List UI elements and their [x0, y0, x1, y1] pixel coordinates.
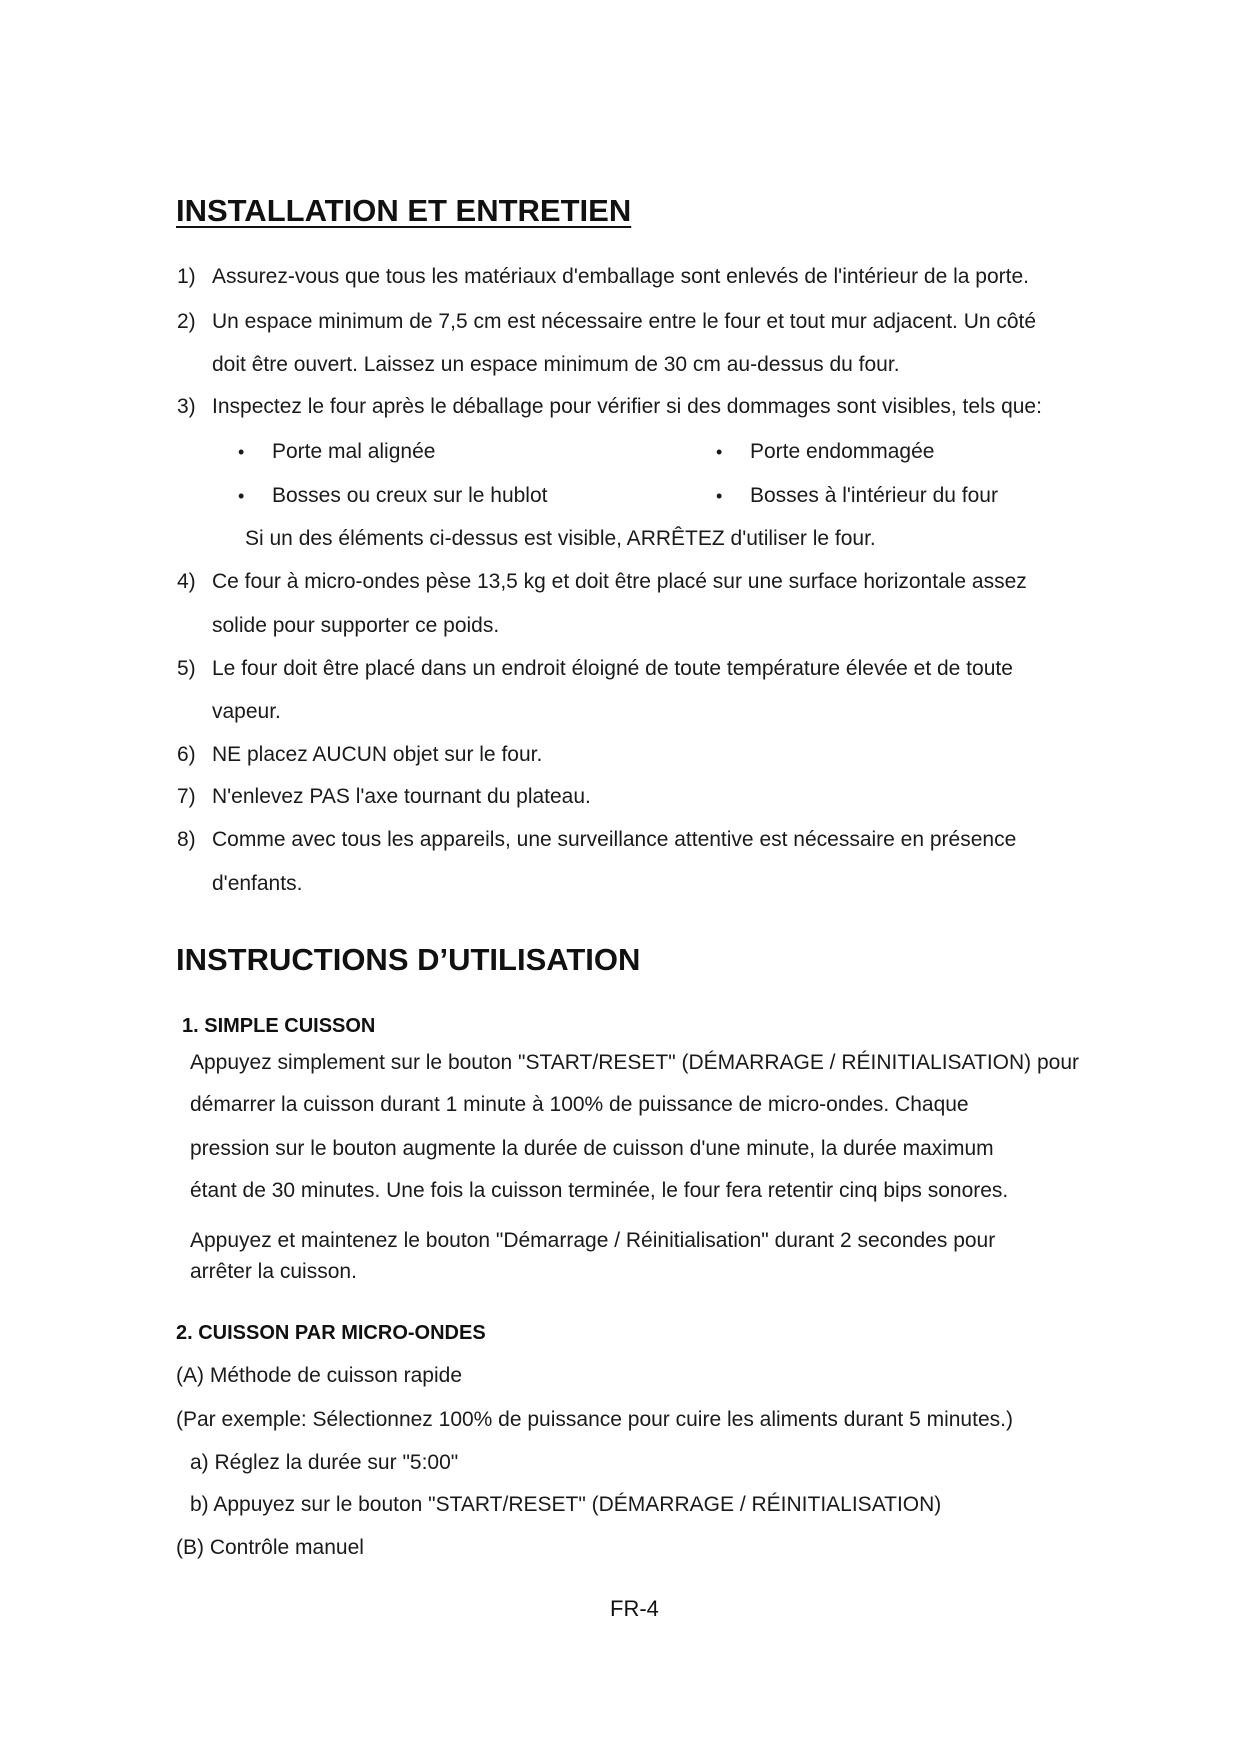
item-number-3: 3) [177, 395, 196, 418]
item-1-text: Assurez-vous que tous les matériaux d'emballage sont enlevés de l'intérieur de la porte. [212, 265, 1029, 288]
section-title-installation: INSTALLATION ET ENTRETIEN [176, 193, 632, 228]
item-number-8: 8) [177, 828, 196, 851]
item-number-6: 6) [177, 743, 196, 766]
subsection-title-simple-cuisson: 1. SIMPLE CUISSON [182, 1015, 376, 1037]
item-7-text: N'enlevez PAS l'axe tournant du plateau. [212, 785, 591, 808]
subsection-title-micro-ondes: 2. CUISSON PAR MICRO-ONDES [176, 1322, 486, 1344]
method-a-step-b: b) Appuyez sur le bouton "START/RESET" (DÉMARRAGE / RÉINITIALISATION) [190, 1493, 942, 1516]
bullet-icon: • [716, 486, 723, 506]
item-2-text-line-1: Un espace minimum de 7,5 cm est nécessaire entre le four et tout mur adjacent. Un côté [212, 310, 1037, 333]
page-number: FR-4 [610, 1596, 659, 1621]
item-8-text-line-1: Comme avec tous les appareils, une surveillance attentive est nécessaire en présence [212, 828, 1017, 851]
item-3-text: Inspectez le four après le déballage pour vérifier si des dommages sont visibles, tels que: [212, 395, 1042, 418]
simple-cuisson-line-1: Appuyez simplement sur le bouton "START/RESET" (DÉMARRAGE / RÉINITIALISATION) pour [190, 1051, 1080, 1074]
bullet-icon: • [238, 486, 245, 506]
item-number-1: 1) [177, 265, 196, 288]
bullet-icon: • [238, 442, 245, 462]
damage-item-2: Porte endommagée [750, 440, 935, 463]
damage-warning: Si un des éléments ci-dessus est visible, ARRÊTEZ d'utiliser le four. [245, 527, 876, 550]
simple-cuisson-line-2: démarrer la cuisson durant 1 minute à 100% de puissance de micro-ondes. Chaque [190, 1093, 969, 1116]
item-number-4: 4) [177, 570, 196, 593]
stop-instruction-line-2: arrêter la cuisson. [190, 1260, 357, 1283]
section-title-instructions: INSTRUCTIONS D’UTILISATION [176, 942, 641, 977]
method-b-heading: (B) Contrôle manuel [176, 1536, 364, 1559]
item-4-text-line-2: solide pour supporter ce poids. [212, 614, 500, 637]
simple-cuisson-line-3: pression sur le bouton augmente la durée de cuisson d'une minute, la durée maximum [190, 1137, 994, 1160]
item-8-text-line-2: d'enfants. [212, 872, 303, 895]
item-6-text: NE placez AUCUN objet sur le four. [212, 743, 543, 766]
item-number-7: 7) [177, 785, 196, 808]
simple-cuisson-line-4: étant de 30 minutes. Une fois la cuisson terminée, le four fera retentir cinq bips sonores. [190, 1179, 1009, 1202]
damage-item-4: Bosses à l'intérieur du four [750, 484, 998, 507]
item-number-2: 2) [177, 310, 196, 333]
method-a-heading: (A) Méthode de cuisson rapide [176, 1364, 462, 1387]
damage-item-3: Bosses ou creux sur le hublot [272, 484, 548, 507]
method-a-example: (Par exemple: Sélectionnez 100% de puissance pour cuire les aliments durant 5 minutes.) [176, 1408, 1013, 1431]
item-5-text-line-2: vapeur. [212, 700, 281, 723]
item-2-text-line-2: doit être ouvert. Laissez un espace minimum de 30 cm au-dessus du four. [212, 353, 900, 376]
item-5-text-line-1: Le four doit être placé dans un endroit éloigné de toute température élevée et de toute [212, 657, 1013, 680]
method-a-step-a: a) Réglez la durée sur "5:00" [190, 1451, 459, 1474]
damage-item-1: Porte mal alignée [272, 440, 436, 463]
item-4-text-line-1: Ce four à micro-ondes pèse 13,5 kg et doit être placé sur une surface horizontale assez [212, 570, 1027, 593]
item-number-5: 5) [177, 657, 196, 680]
bullet-icon: • [716, 442, 723, 462]
stop-instruction-line-1: Appuyez et maintenez le bouton "Démarrage / Réinitialisation" durant 2 secondes pour [190, 1229, 996, 1252]
